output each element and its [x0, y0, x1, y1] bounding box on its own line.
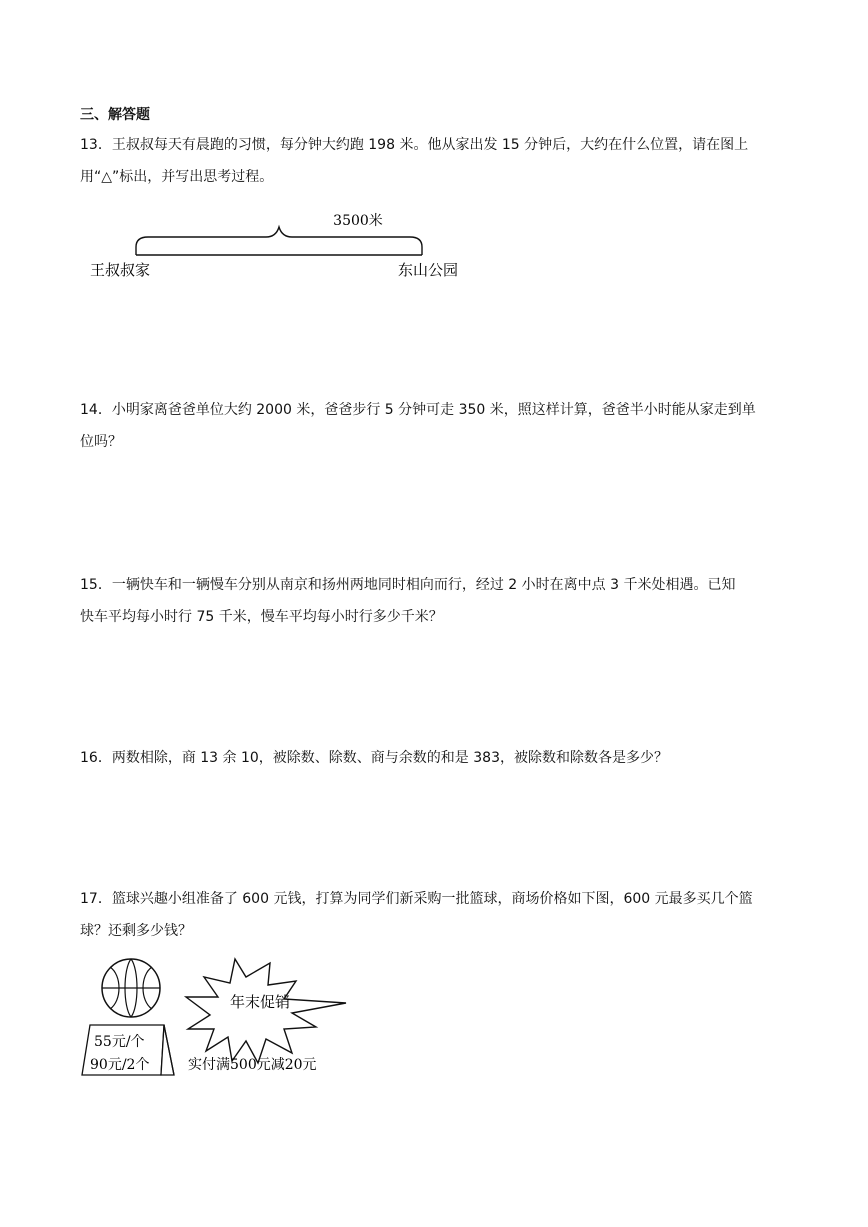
- section-title: 三、解答题: [80, 107, 150, 123]
- question-number: 14．: [80, 402, 112, 418]
- question-17: [80, 883, 795, 947]
- question-13: [80, 129, 795, 193]
- start-label: 王叔叔家: [90, 261, 151, 279]
- promo-rule: 实付满500元减20元: [188, 1057, 317, 1073]
- question-text-cont: 位吗？: [80, 434, 122, 450]
- end-label: 东山公园: [398, 261, 459, 279]
- question-text-cont: 球？还剩多少钱？: [80, 923, 192, 939]
- distance-label: 3500米: [333, 213, 383, 229]
- question-text-cont: 快车平均每小时行 75 千米，慢车平均每小时行多少千米？: [80, 609, 443, 625]
- question-text-cont: 用“△”标出，并写出思考过程。: [80, 169, 274, 185]
- question-number: 13．: [80, 137, 112, 153]
- distance-brace: [136, 227, 422, 255]
- question-text: 篮球兴趣小组准备了 600 元钱，打算为同学们新采购一批篮球，商场价格如下图，600 元最多买几个篮: [111, 891, 753, 907]
- promo-title: 年末促销: [229, 993, 291, 1011]
- promotion-figure: [78, 955, 368, 1085]
- question-number: 17．: [80, 891, 112, 907]
- question-14: [80, 394, 795, 458]
- question-16: [80, 742, 795, 774]
- starburst-badge: [186, 959, 346, 1063]
- price-single: 55元/个: [94, 1034, 145, 1050]
- question-text: 小明家离爸爸单位大约 2000 米，爸爸步行 5 分钟可走 350 米，照这样计算，爸爸半小时能从家走到单: [111, 402, 756, 418]
- question-number: 16．: [80, 750, 112, 766]
- question-number: 15．: [80, 577, 112, 593]
- question-text: 王叔叔每天有晨跑的习惯，每分钟大约跑 198 米。他从家出发 15 分钟后，大约在什么位置，请在图上: [111, 137, 749, 153]
- question-15: [80, 569, 795, 633]
- question-text: 两数相除，商 13 余 10，被除数、除数、商与余数的和是 383，被除数和除数各是多少？: [111, 750, 668, 766]
- distance-diagram: [82, 205, 482, 285]
- price-pair: 90元/2个: [90, 1057, 150, 1073]
- price-tag: [82, 1025, 174, 1075]
- question-text: 一辆快车和一辆慢车分别从南京和扬州两地同时相向而行，经过 2 小时在离中点 3 千米处相遇。已知: [111, 577, 736, 593]
- basketball-icon: [102, 959, 160, 1017]
